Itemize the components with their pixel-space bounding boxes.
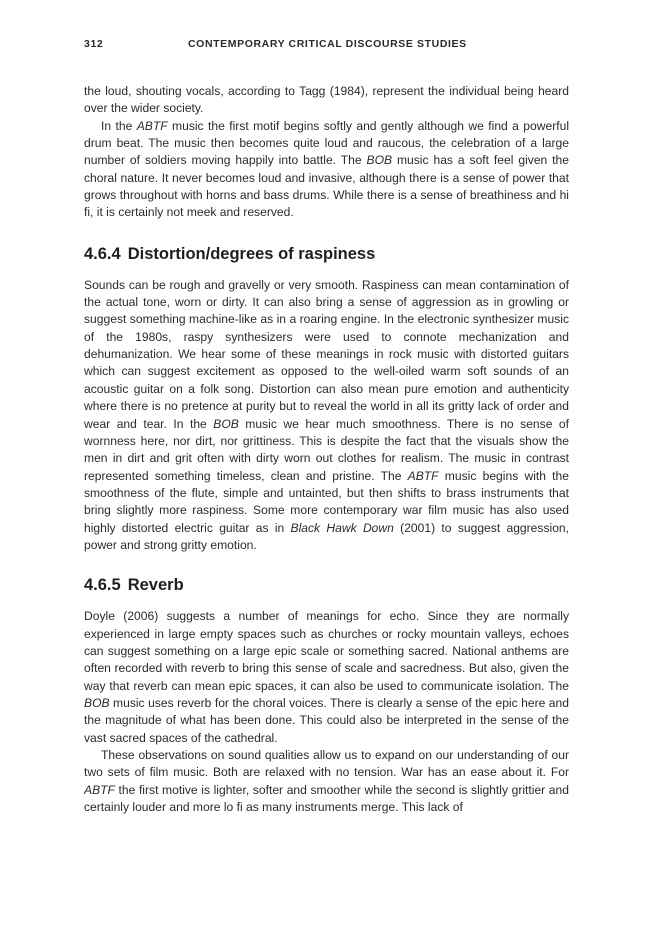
italic-title: BOB bbox=[213, 416, 239, 431]
page-number: 312 bbox=[84, 38, 104, 50]
paragraph-text: the first motive is lighter, softer and smoother while the second is slightly grittier and certainly louder and more lo fi as many instruments merge. This lack of bbox=[84, 782, 569, 815]
section-title: Reverb bbox=[127, 576, 184, 595]
paragraph-text: music begins with the smoothness of the flute, simple and untainted, but then shifts to brass instruments that bring slightly more raspiness. Some more contemporary war film music has also used highly distorted electric guitar as in bbox=[84, 468, 569, 535]
paragraph-text: music has a soft feel given the choral nature. It never becomes loud and invasive, although there is a sense of power that grows throughout with horns and bass drums. While there is a sense of breathiness and hi fi, it is certainly not meek and reserved. bbox=[84, 153, 569, 220]
book-page bbox=[84, 38, 569, 816]
paragraph-text: music we hear much smoothness. There is no sense of wornness here, nor dirt, nor grittiness. This is despite the fact that the visuals show the men in dirt and grit often with dirty worn out clothes for realism. The music in contrast represented something timeless, clean and pristine. The bbox=[84, 416, 569, 483]
section-heading-4-6-4 bbox=[84, 244, 569, 264]
italic-title: ABTF bbox=[84, 782, 115, 797]
section-number: 4.6.4 bbox=[84, 244, 121, 263]
paragraph-text: the loud, shouting vocals, according to Tagg (1984), represent the individual being heard over the wider society. bbox=[84, 84, 569, 116]
paragraph bbox=[84, 277, 569, 555]
paragraph-text: Doyle (2006) suggests a number of meanings for echo. Since they are normally experienced in large empty spaces such as churches or rocky mountain valleys, echoes can suggest something on a large epic scale or something sacred. National anthems are often recorded with reverb to bring this sense of scale and sacredness. But also, given the way that reverb can mean epic spaces, it can also be used to communicate isolation. The bbox=[84, 609, 569, 693]
paragraph-text: (2001) to suggest aggression, power and strong gritty emotion. bbox=[84, 520, 570, 552]
paragraph-text: In the bbox=[101, 118, 137, 133]
paragraph bbox=[84, 83, 569, 118]
section-number: 4.6.5 bbox=[84, 576, 121, 595]
italic-title: Black Hawk Down bbox=[290, 520, 394, 535]
section-heading-4-6-5 bbox=[84, 575, 569, 595]
italic-title: BOB bbox=[366, 153, 393, 168]
italic-title: ABTF bbox=[136, 118, 168, 133]
section-title: Distortion/degrees of raspiness bbox=[127, 244, 376, 263]
paragraph bbox=[84, 118, 569, 222]
italic-title: ABTF bbox=[407, 468, 439, 483]
italic-title: BOB bbox=[84, 695, 110, 710]
running-head bbox=[84, 38, 569, 58]
paragraph-text: music uses reverb for the choral voices. There is clearly a sense of the epic here and the magnitude of what has been done. This could also be interpreted in the sense of the vast sacred spaces of the cathedral. bbox=[84, 695, 569, 745]
paragraph-text: music the first motif begins softly and gently although we find a powerful drum beat. The music then becomes quite loud and raucous, the celebration of a large number of soldiers moving happily into battle. The bbox=[84, 118, 570, 168]
paragraph-text: Sounds can be rough and gravelly or very smooth. Raspiness can mean contamination of the actual tone, worn or dirty. It can also bring a sense of aggression as in growling or suggest something machine-like as in a roaring engine. In the electronic synthesizer music of the 1980s, raspy synthesizers were used to connote mechanization and dehumanization. We hear some of these meanings in rock music with distorted guitars which can suggest excitement as opposed to the well-oiled warm soft sounds of an acoustic guitar on a folk song. Distortion can also mean pure emotion and authenticity where there is no pretence at purity but to reveal the world in all its gritty lack of order and wear and tear. In the bbox=[84, 277, 569, 431]
running-title: CONTEMPORARY CRITICAL DISCOURSE STUDIES bbox=[188, 38, 467, 50]
paragraph bbox=[84, 747, 569, 816]
paragraph bbox=[84, 608, 569, 747]
paragraph-text: These observations on sound qualities allow us to expand on our understanding of our two sets of film music. Both are relaxed with no tension. War has an ease about it. For bbox=[84, 748, 569, 780]
